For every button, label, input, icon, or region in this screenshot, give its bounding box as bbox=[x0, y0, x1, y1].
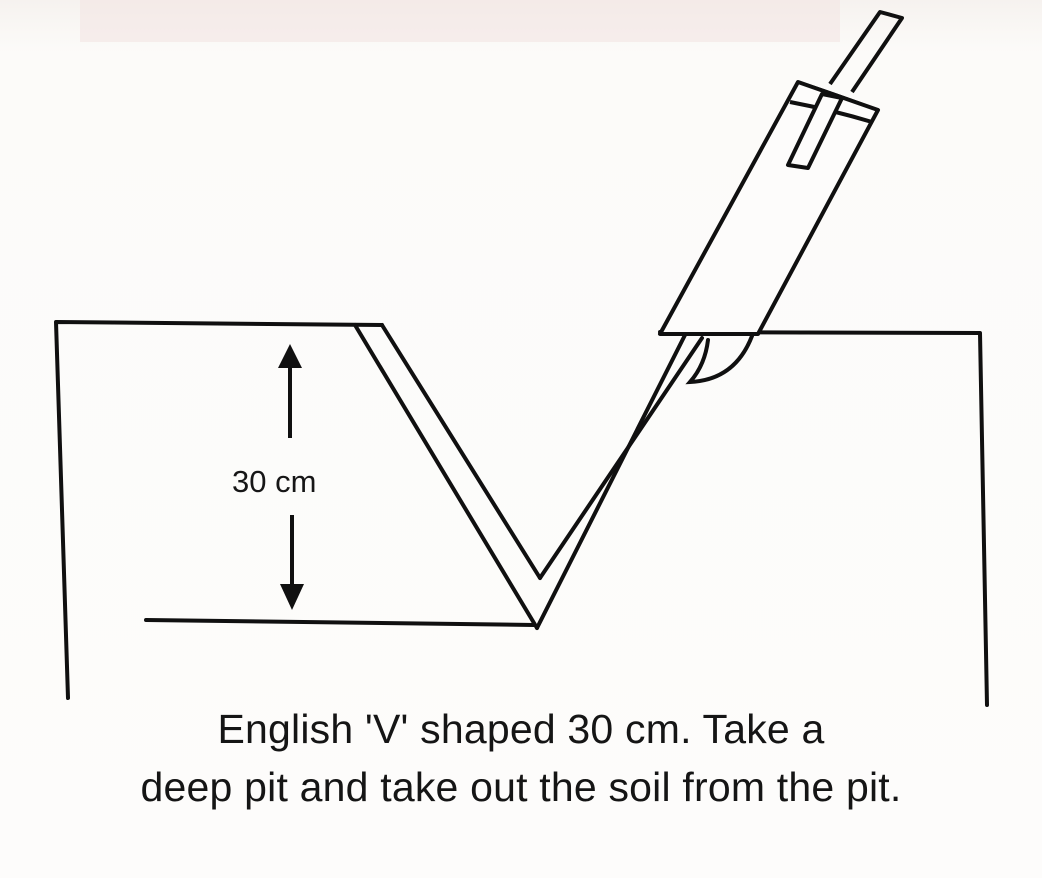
ground-right-surface bbox=[660, 332, 987, 705]
caption-line-2: deep pit and take out the soil from the pit. bbox=[140, 764, 902, 810]
spade-shaft bbox=[830, 12, 902, 92]
pit-right-outer-edge bbox=[537, 335, 685, 628]
spade-icon bbox=[660, 12, 902, 382]
spade-blade bbox=[660, 82, 878, 334]
paper-smudge bbox=[80, 0, 840, 42]
figure-caption bbox=[0, 700, 1042, 816]
arrow-down-icon bbox=[280, 584, 304, 610]
caption-line-1: English 'V' shaped 30 cm. Take a bbox=[217, 706, 825, 752]
pit-left-outer-edge bbox=[355, 325, 537, 628]
depth-label: 30 cm bbox=[232, 464, 317, 499]
depth-dimension bbox=[232, 344, 316, 610]
ground-left-surface bbox=[56, 322, 382, 698]
pit-left-inner-edge bbox=[382, 325, 540, 578]
pit-right-inner-edge bbox=[540, 338, 702, 578]
arrow-up-icon bbox=[278, 344, 302, 368]
pit-bottom-line bbox=[146, 620, 534, 625]
